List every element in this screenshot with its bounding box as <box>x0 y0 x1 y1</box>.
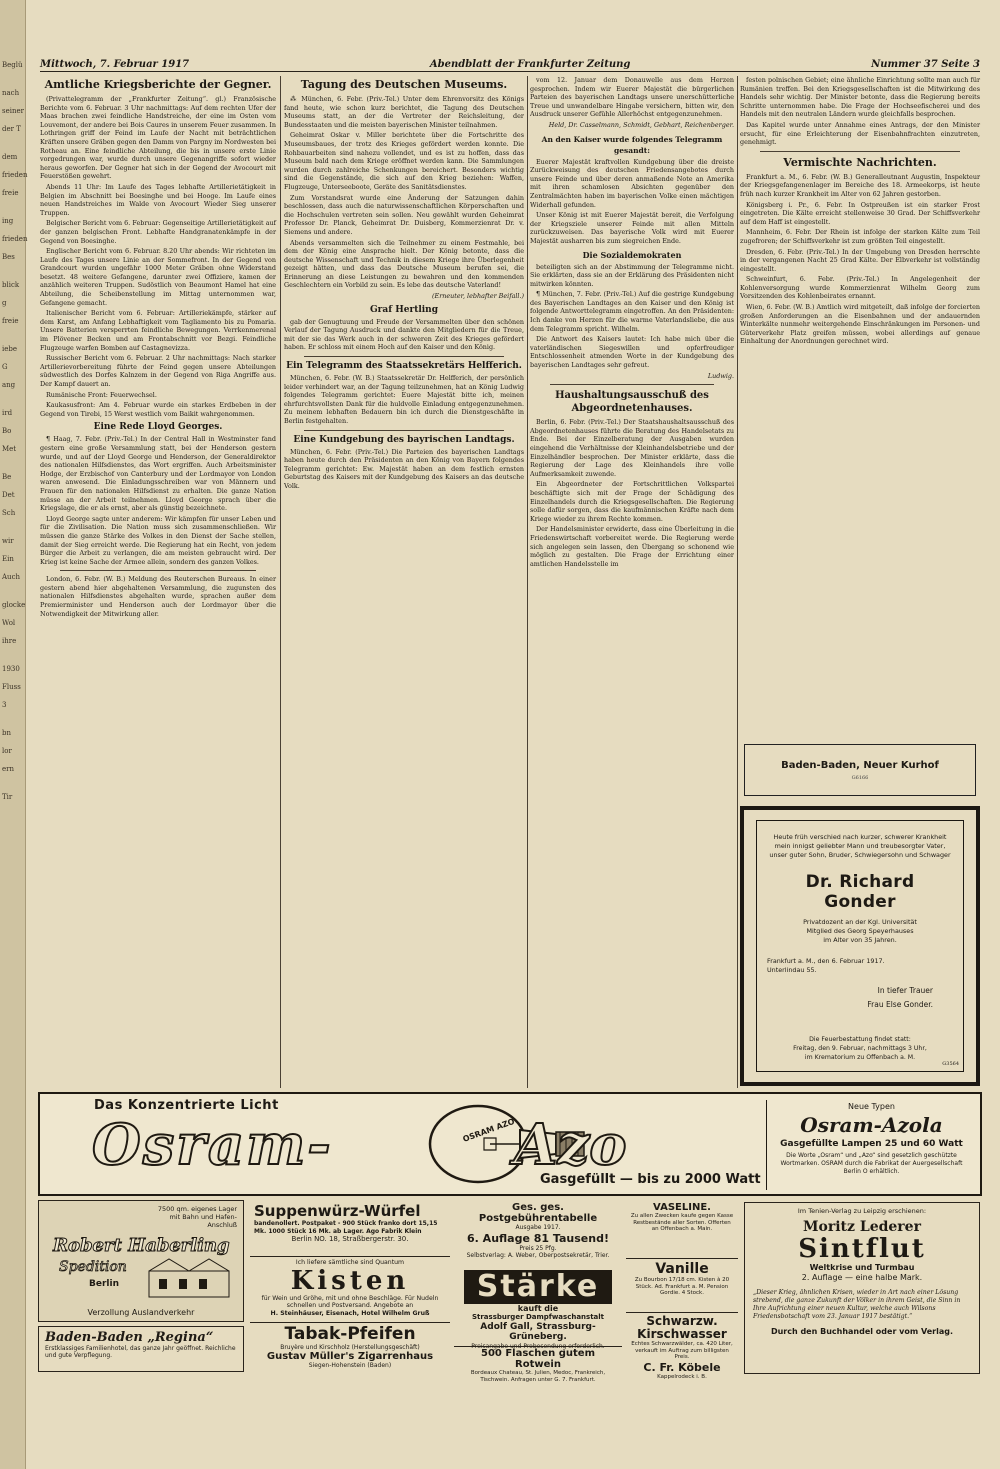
binding-fragment: ang <box>2 381 16 389</box>
article-paragraph: Lloyd George sagte unter anderem: Wir kämpfen für unser Leben und für die Zivilisation. Die Nation muss sich zusammenschließen. Wir müssen die ganze Stärke des Volkes in den Dienst der Sache stellen, damit der Sieg erreicht werde. Die Regierung hat ein Recht, von jedem Bürger die Arbeit zu verlangen, die am meisten gebraucht wird. Der Krieg ist keine Sache der Armee allein, sondern des ganzen Volkes. <box>40 514 276 566</box>
lederer-quote: „Dieser Krieg, ähnlichen Krisen, wieder in Art nach einer Lösung strebend, die ganze Zukunft der Völker in ihrem Geist, die Sinn in Ihre Aufrichtung einer neuen Kultur, welche auch Wilsons Friedensbotschaft vom 23. Januar 1917 bestätigt.“ <box>753 1289 961 1320</box>
kisten-title: Kisten <box>290 1265 410 1296</box>
article-paragraph: ¶ München, 7. Febr. (Priv.-Tel.) Auf die gestrige Kundgebung des Bayerischen Landtages an den Kaiser und den König ist folgende Antworttelegramm eingetroffen. An den Präsidenten: Ich danke von Herzen für die warme Vaterlandsliebe, die aus dem Telegramm spricht. Wilhelm. <box>530 290 734 333</box>
binding-fragment: Det <box>2 491 15 499</box>
binding-margin <box>0 0 26 1469</box>
divider <box>550 384 714 385</box>
advert-lederer-sintflut <box>744 1202 980 1374</box>
haberling-bottom: Verzollung Auslandverkehr <box>87 1308 195 1317</box>
article-paragraph: Wien, 6. Febr. (W. B.) Amtlich wird mitgeteilt, daß infolge der forcierten großen Anforderungen an die Eisenbahnen und der andauernden Winterkälte nunmehr weitergehende Einschränkungen im Personen- und Güterverkehr Platz greifen müssen, wobei allerdings auf genaue Einhaltung der Anordnungen gerechnet wird. <box>740 303 980 346</box>
article-paragraph: Berlin, 6. Febr. (Priv.-Tel.) Der Staatshaushaltsausschuß des Abgeordnetenhauses führte die Beratung des Handelsetats zu Ende. Bei der Einzelberatung der Ausgaben wurden eingehend die Verhältnisse der Kleinhandelsbetriebe und der Einzelhändler besprochen. Der Minister erklärte, dass die Regierung der Lage des Kleinhandels ihre volle Aufmerksamkeit zuwende. <box>530 418 734 478</box>
obituary-intro: Heute früh verschied nach kurzer, schwerer Krankheit mein innigst geliebter Mann und treubesorgter Vater, unser guter Sohn, Bruder, Schwiegersohn und Schwager <box>769 833 951 859</box>
kisten-pre: Ich liefere sämtliche sind Quantum <box>295 1259 405 1266</box>
article-paragraph: München, 6. Febr. (Priv.-Tel.) Die Parteien des bayerischen Landtags haben heute durch den Präsidenten an den König von Bayern folgendes Telegramm gerichtet: Ew. Majestät haben an dem festlich ernsten Geburtstag des Kaisers mit der Kundgebung des Kaisers an das deutsche Volk. <box>284 447 524 490</box>
advert-title: Baden-Baden, Neuer Kurhof <box>781 759 939 771</box>
binding-fragment: Bo <box>2 427 12 435</box>
azola-fineprint: Die Worte „Osram“ und „Azo“ sind gesetzlich geschützte Wortmarken. OSRAM durch die Fabrikat der Auergesellschaft Berlin O erhältlich. <box>780 1152 963 1175</box>
article-paragraph: Englischer Bericht vom 6. Februar. 8.20 Uhr abends: Wir richteten im Laufe des Tages unsere Linie an der Sommefront. In der Gegend von Grandcourt wurden ungefähr 1000 Meter Gräben ohne Widerstand besetzt. 48 weitere Gefangene, darunter zwei Offiziere, kamen der anzählich weiteren Truppen. Sudöstlich von Beaumont Hamel hat eine Abteilung, die Scheibenstellung im Mittag unternommen war, Gefangene gemacht. <box>40 247 276 307</box>
bulb-label: OSRAM AZO <box>461 1116 516 1144</box>
obituary-place: Frankfurt a. M., den 6. Februar 1917. <box>767 957 885 965</box>
column-rule <box>737 76 738 1088</box>
binding-fragment: g <box>2 299 7 307</box>
obituary-name: Dr. Richard Gonder <box>805 872 915 912</box>
haberling-sub: Spedition <box>59 1259 127 1275</box>
binding-fragment: Sch <box>2 509 16 517</box>
article-paragraph: Der Handelsminister erwiderte, dass eine Überleitung in die Friedenswirtschaft vorbereitet werde. Die Regierung werde sich angelegen sein lassen, den Übergang so schonend wie möglich zu gestalten. Die Frage der Errichtung einer amtlichen Handelsstelle im <box>530 525 734 568</box>
post-big: 6. Auflage 81 Tausend! <box>467 1231 609 1245</box>
binding-fragment: Auch <box>2 573 20 581</box>
article-paragraph: Rumänische Front: Feuerwechsel. <box>46 390 157 399</box>
kirsch-title: Schwarzw. Kirschwasser <box>637 1314 727 1341</box>
haberling-name: Robert Haberling <box>53 1235 230 1256</box>
column-4 <box>740 76 980 736</box>
staerke-kauft: kauft die <box>517 1304 559 1313</box>
post-title: Ges. ges. Postgebührentabelle <box>478 1202 598 1224</box>
article-paragraph: Geheimrat Oskar v. Miller berichtete über die Fortschritte des Museumsbaues, der trotz des Krieges gefördert werden konnte. Die Rohbauarbeiten sind nahezu vollendet, und es ist zu hoffen, dass das Museum bald nach dem Kriege eröffnet werden kann. Die Sammlungen wurden durch zahlreiche Schenkungen bereichert. Besonders wichtig sind die Gegenstände, die sich auf den Krieg beziehen: Waffen, Flugzeuge, Unterseeboote, Geräte des Sanitätsdienstes. <box>284 131 524 191</box>
article-paragraph: Königsberg i. Pr., 6. Febr. In Ostpreußen ist ein starker Frost eingetreten. Die Kälte erreicht stellenweise 30 Grad. Der Schiffsverkehr auf dem Haff ist eingestellt. <box>740 200 980 226</box>
binding-fragment: frieden <box>2 235 28 243</box>
lederer-sub2: 2. Auflage — eine halbe Mark. <box>801 1273 923 1282</box>
obituary-mourn-2: Frau Else Gonder. <box>867 1000 933 1009</box>
obituary-funeral-2: Freitag, den 9. Februar, nachmittags 3 Uhr, <box>793 1045 927 1052</box>
article-paragraph: vom 12. Januar dem Donauwelle aus dem Herzen gesprochen. Indem wir Euerer Majestät die bürgerlichen Parteien des bayerischen Landtags unsere unerschütterliche Treue und unwandelbare Hingabe versichern, bitten wir, den Ausdruck unserer Gefühle Allerhöchst entgegenzunehmen. <box>530 76 734 119</box>
obituary-code: G3564 <box>942 1061 959 1067</box>
binding-fragment: frieden <box>2 171 28 179</box>
lederer-sub1: Weltkrise und Turmbau <box>809 1263 915 1272</box>
osram-advert <box>38 1092 982 1196</box>
advert-postgebuehren <box>454 1200 622 1264</box>
azola-new-types: Neue Typen <box>848 1102 895 1111</box>
advert-regina <box>38 1326 244 1372</box>
vaseline-sub: Zu allen Zwecken kaufe gegen Kasse Restbestände aller Sorten. Offerten an Offenbach a. Main. <box>630 1213 734 1232</box>
advert-kirschwasser <box>626 1312 738 1380</box>
binding-fragment: Beglü <box>2 61 23 69</box>
article-paragraph: Abends 11 Uhr: Im Laufe des Tages lebhafte Artillerietätigkeit in Belgien im Abschnitt bei Boesinghe und bei Hooge. Im Laufe eines neuen Handstreiches im Walde von Avocourt Wieder Sieg unserer Truppen. <box>40 182 276 217</box>
binding-fragment: wir <box>2 537 14 545</box>
advert-kisten <box>250 1256 450 1318</box>
headline-lloyd-george: Eine Rede Lloyd Georges. <box>93 422 223 433</box>
page-header <box>40 58 980 72</box>
header-page-number: Nummer 37 Seite 3 <box>871 59 980 70</box>
lederer-title: Sintflut <box>798 1234 926 1264</box>
article-paragraph: Zum Vorstandsrat wurde eine Änderung der Satzungen dahin beschlossen, dass auch die naturwissenschaftlichen Körperschaften und die Hochschulen vertreten sein sollen. Neu gewählt wurden Geheimrat Professor Dr. Planck, Geheimrat Dr. Duisberg, Kommerzienrat Dr. v. Siemens und andere. <box>284 193 524 236</box>
header-date: Mittwoch, 7. Februar 1917 <box>40 59 190 70</box>
osram-logo-left: Osram- <box>92 1112 333 1178</box>
article-paragraph: Abends versammelten sich die Teilnehmer zu einem Festmahle, bei dem der König eine Ansprache hielt. Der König betonte, dass die deutsche Wissenschaft und Technik in diesem Kriege ihre Überlegenheit gezeigt hätten, und dass das Deutsche Museum berufen sei, die Erinnerung an diese Leistungen zu bewahren und den kommenden Geschlechtern ein Vorbild zu sein. Es lebe das deutsche Vaterland! <box>284 238 524 290</box>
suppen-addr: Berlin NO. 18, Straßbergerstr. 30. <box>291 1235 409 1243</box>
binding-fragment: Be <box>2 473 12 481</box>
obituary-age: im Alter von 35 Jahren. <box>823 936 897 944</box>
headline-kundgebung-landtag: Eine Kundgebung des bayrischen Landtags. <box>293 434 515 445</box>
article-note: (Erneuter, lebhafter Beifall.) <box>432 292 524 301</box>
obituary-title-1: Privatdozent an der Kgl. Universität <box>803 918 917 926</box>
column-3 <box>530 76 734 1086</box>
warehouse-icon <box>139 1251 239 1301</box>
article-paragraph: festen polnischen Gebiet; eine ähnliche Einrichtung sollte man auch für Rumänien treffen. Bei den Kriegsgesellschaften ist die Mitwirkung des Handels sehr wichtig. Der Minister betonte, dass die Regierung bereits Schritte unternommen habe. Die Frage der Hochseefischerei und des Handels mit den neutralen Ländern wurde gleichfalls besprochen. <box>740 76 980 119</box>
obituary-street: Unterlindau 55. <box>767 966 817 974</box>
article-paragraph: Ein Abgeordneter der Fortschrittlichen Volkspartei beschäftigte sich mit der Frage der Schädigung des Einzelhandels durch die Kriegsgesellschaften. Die Regierung solle dafür sorgen, dass die kaufmännischen Kräfte nach dem Kriege wieder zu ihrem Rechte kommen. <box>530 480 734 523</box>
staerke-sub: Preisangabe und Probesendung erforderlich. <box>471 1343 605 1350</box>
obituary-funeral-3: im Krematorium zu Offenbach a. M. <box>804 1054 916 1061</box>
staerke-firm: Strassburger Dampfwaschanstalt <box>471 1313 605 1321</box>
article-paragraph: Dresden, 6. Febr. (Priv.-Tel.) In der Umgebung von Dresden herrschte in der vergangenen Nacht 25 Grad Kälte. Der Elbverkehr ist vollständig eingestellt. <box>740 247 980 273</box>
regina-sub: Erstklassiges Familienhotel, das ganze Jahr geöffnet. Reichliche und gute Verpflegung. <box>45 1345 236 1359</box>
article-paragraph: (Privattelegramm der „Frankfurter Zeitung“. gl.) Französische Berichte vom 6. Februar. 3 Uhr nachmittags: Auf dem rechten Ufer der Maas brachen zwei feindliche Handstreiche, der eine im Osten vom Louvemont, der andere bei Bois Caures in unserem Feuer zusammen. In Lothringen griff der Feind im Laufe der Nacht mit beträchtlichen Kräften unsere Gräben gegen den Damm von Pargny im Nordwesten bei Rotheau an. Eine feindliche Abteilung, die bis in unsere erste Linie vorgedrungen war, wurde durch unsere Gegenangriffe sofort wieder heraus geworfen. Der Gegner hat sich in der Gegend der Avocourt mit Feuerstößen gewehrt. <box>40 95 276 181</box>
headline-sozialdemokraten: Die Sozialdemokraten <box>582 249 682 260</box>
column-rule <box>527 76 528 1088</box>
article-paragraph: gab der Genugtuung und Freude der Versammelten über den schönen Verlauf der Tagung Ausdruck und dankte den Mitgliedern für die Treue, mit der sie das Werk auch in der schweren Zeit des Krieges gefördert haben. Er schloss mit einem Hoch auf den Kaiser und den König. <box>284 317 524 352</box>
binding-fragment: ing <box>2 217 14 225</box>
divider <box>760 151 960 152</box>
article-paragraph: Kaukasusfront: Am 4. Februar wurde ein starkes Erdbeben in der Gegend von Tirebi, 15 Werst westlich vom Baikit wahrgenommen. <box>40 401 276 418</box>
article-paragraph: Unser König ist mit Euerer Majestät bereit, die Verfolgung der Kriegsziele unserer Feinde mit allen Mitteln zurückzuweisen. Das bayerische Volk wird mit Euerer Majestät ausharren bis zum siegreichen Ende. <box>530 211 734 245</box>
headline-graf-hertling: Graf Hertling <box>369 304 439 315</box>
obituary-mourn-1: In tiefer Trauer <box>877 986 933 995</box>
osram-azola-box <box>766 1100 976 1190</box>
binding-fragment: 1930 <box>2 665 20 673</box>
divider <box>304 430 504 431</box>
haberling-contact: 7500 qm. eigenes Lager mit Bahn und Hafen-Anschluß <box>157 1205 237 1229</box>
rotwein-title: 500 Flaschen gutem Rotwein <box>480 1348 595 1370</box>
binding-fragment: G <box>2 363 8 371</box>
headline-kriegsberichte: Amtliche Kriegsberichte der Gegner. <box>44 78 272 91</box>
kirsch-sub: Echtes Schwarzwälder, ca. 420 Liter, verkauft im Auftrag zum billigsten Preis. <box>631 1341 733 1360</box>
vanille-title: Vanille <box>655 1261 709 1277</box>
tabak-title: Tabak-Pfeifen <box>284 1324 416 1344</box>
article-paragraph: ¶ Haag, 7. Febr. (Priv.-Tel.) In der Central Hall in Westminster fand gestern eine große Versammlung statt, bei der Henderson gestern wurde, und auf der Lloyd George und Henderson, der Generaldirektor des nationalen Hilfsdienstes, das Wort ergriffen. Auch Arbeitsminister Hodge, der Erzbischof von Canterbury und der Lordmayor von London waren anwesend. Die Einladungsschreiben war von Männern und Frauen für den nationalen Hilfsdienst zu erhalten. Die ganze Nation müsse an der Arbeit teilnehmen. Lloyd George sprach über die Kriegslage, die er als ernst, aber als günstig bezeichnete. <box>40 435 276 513</box>
lederer-order: Durch den Buchhandel oder vom Verlag. <box>770 1327 954 1336</box>
binding-fragment: dem <box>2 153 18 161</box>
binding-fragment: Tir <box>2 793 13 801</box>
vaseline-title: VASELINE. <box>653 1202 711 1213</box>
obituary-title-2: Mitglied des Georg Speyerhauses <box>806 927 914 935</box>
lederer-pre: Im Tenien-Verlag zu Leipzig erschienen: <box>797 1207 927 1215</box>
suppen-title: Suppenwürz-Würfel <box>254 1202 421 1220</box>
column-1 <box>40 76 276 1086</box>
divider <box>60 570 256 571</box>
article-paragraph: München, 6. Febr. (W. B.) Staatssekretär Dr. Helfferich, der persönlich leider verhindert war, an der Tagung teilzunehmen, hat an König Ludwig folgendes Telegramm gerichtet: Euere Majestät bitte ich, meinen ehrfurchtsvollsten Dank für die huldvolle Einladung entgegenzunehmen. Zu meinem lebhaften Bedauern bin ich durch die Dienstgeschäfte in Berlin festgehalten. <box>284 374 524 425</box>
osram-logo-right: Azo <box>514 1112 627 1178</box>
article-paragraph: beteiligten sich an der Abstimmung der Telegramme nicht. Sie erklärten, dass sie an der Erklärung des Präsidenten nicht mitwirken könnten. <box>530 262 734 288</box>
binding-fragment: nach <box>2 89 20 97</box>
column-rule <box>280 76 281 1088</box>
binding-fragment: ihre <box>2 637 17 645</box>
rotwein-sub: Bordeaux Chateau, St. Julien, Medoc, Frankreich, Tischwein. Anfragen unter G. 7. Frankfurt. <box>470 1370 606 1383</box>
staerke-name: Adolf Gall, Strassburg-Grüneberg. <box>480 1322 596 1342</box>
lederer-author: Moritz Lederer <box>803 1219 921 1235</box>
article-paragraph: Russischer Bericht vom 6. Februar. 2 Uhr nachmittags: Nach starker Artillerievorbereitung führte der Feind gegen unsere Abteilungen südwestlich des Dorfes Kalnzem in der Gegend von Riga Angriffe aus. Der Kampf dauert an. <box>40 354 276 388</box>
advert-vaseline <box>626 1200 738 1254</box>
binding-fragment: Wol <box>2 619 16 627</box>
headline-telegramm-helfferich: Ein Telegramm des Staatssekretärs Helfferich. <box>286 361 522 372</box>
binding-fragment: ird <box>2 409 13 417</box>
article-paragraph: Belgischer Bericht vom 6. Februar: Gegenseitige Artillerietätigkeit auf der ganzen belgischen Front. Lebhafte Handgranatenkämpfe in der Gegend von Boesinghe. <box>40 219 276 245</box>
post-addr: Selbstverlag: A. Weber, Oberpostsekretär, Trier. <box>466 1252 610 1259</box>
binding-fragment: glocke <box>2 601 26 609</box>
headline-vermischte-nachrichten: Vermischte Nachrichten. <box>783 155 937 169</box>
obituary-notice <box>740 806 980 1086</box>
article-paragraph: Die Antwort des Kaisers lautet: Ich habe mich über die vaterländischen Siegeswillen und opferfreudiger Entschlossenheit atmenden Worte in der Kundgebung des bayerischen Landtages sehr gefreut. <box>530 335 734 370</box>
osram-slogan: Das Konzentrierte Licht <box>94 1098 279 1113</box>
binding-fragment: Ein <box>2 555 14 563</box>
binding-fragment: iebe <box>2 345 18 353</box>
headline-telegramm-kaiser: An den Kaiser wurde folgendes Telegramm gesandt: <box>541 134 723 155</box>
staerke-title: Stärke <box>464 1270 612 1304</box>
binding-fragment: der T <box>2 125 21 133</box>
article-paragraph: Schweinfurt, 6. Febr. (Priv.-Tel.) In Angelegenheit der Kohlenversorgung wurde Kommerzienrat Wilhelm Georg zum Vorsitzenden des Kohlenbeirates ernannt. <box>740 275 980 301</box>
article-paragraph: Italienischer Bericht vom 6. Februar: Artilleriekämpfe, stärker auf dem Karst, am Anfang Lebhaftigkeit vom Tagliamento bis zu Pomaria. Unsere Batterien versperrten feindliche Bewegungen. Verrkenmerenal im Plövener Becken und am Frontabschnitt vor Bezgi. Feindliche Flugzeuge warfen Bomben auf Castagnevizza. <box>40 309 276 352</box>
suppen-sub: bandenollert. Postpaket - 900 Stück franko dort 15,15 Mk. 1000 Stück 16 Mk. ab Lager. Ago Fabrik Klein <box>254 1220 438 1235</box>
tabak-addr: Siegen-Hohenstein (Baden) <box>308 1362 392 1369</box>
haberling-city: Berlin <box>89 1279 119 1289</box>
divider <box>304 356 504 357</box>
obituary-funeral-1: Die Feuerbestattung findet statt: <box>809 1036 911 1043</box>
article-paragraph: Frankfurt a. M., 6. Febr. (W. B.) Generalleutnant Augustin, Inspekteur der Kriegsgefangenenlager im Bereiche des 18. Armeekorps, ist heute früh nach kurzer Krankheit im Alter von 62 Jahren gestorben. <box>740 172 980 198</box>
kisten-addr: H. Steinhäuser, Eisenach, Hotel Wilhelm Gruß <box>270 1309 430 1317</box>
azola-subtitle: Gasgefüllte Lampen 25 und 60 Watt <box>780 1139 963 1149</box>
binding-fragment: Fluss <box>2 683 21 691</box>
binding-fragment: blick <box>2 281 20 289</box>
binding-fragment: seiner <box>2 107 24 115</box>
article-signature: Ludwig. <box>707 371 734 380</box>
article-paragraph: ⁂ München, 6. Febr. (Priv.-Tel.) Unter dem Ehrenvorsitz des Königs fand heute, wie schon kurz berichtet, die Tagung des Deutschen Museums statt, an der die Vertreter der Reichsleitung, der Bundesstaaten und die meisten bayerischen Minister teilnahmen. <box>284 95 524 129</box>
advert-haberling <box>38 1200 244 1322</box>
obituary-frame <box>756 820 964 1072</box>
binding-fragment: ern <box>2 765 14 773</box>
kirsch-addr: Kappelrodeck i. B. <box>657 1373 707 1380</box>
advert-tabak <box>250 1322 450 1374</box>
post-price: Preis 25 Pfg. <box>519 1244 557 1252</box>
column-2 <box>284 76 524 1086</box>
header-title: Abendblatt der Frankfurter Zeitung <box>429 59 631 70</box>
regina-title: Baden-Baden „Regina“ <box>45 1330 214 1345</box>
advert-staerke <box>454 1268 622 1350</box>
advert-code: G6166 <box>851 774 869 781</box>
article-paragraph: London, 6. Febr. (W. B.) Meldung des Reuterschen Bureaus. In einer gestern abend hier abgehaltenen Versammlung, die zugunsten des nationalen Hilfsdienstes abgehalten wurde, sprachen außer dem Premierminister und Henderson auch der Lordmayor über die Notwendigkeit der Mitwirkung aller. <box>40 575 276 618</box>
post-sub: Ausgabe 1917. <box>515 1224 561 1231</box>
kisten-post: für Wein und Gröhe, mit und ohne Beschläge. Für Nudeln schnellen und Postversand. Angebote an <box>261 1294 439 1309</box>
binding-fragment: bn <box>2 729 11 737</box>
binding-fragment: Bes <box>2 253 15 261</box>
headline-haushaltungsausschuss: Haushaltungsausschuß des Abgeordnetenhauses. <box>555 390 709 415</box>
tabak-sub: Bruyère und Kirschholz (Herstellungsgeschäft) <box>280 1344 420 1351</box>
advert-suppenwuerfel <box>250 1200 450 1252</box>
binding-fragment: freie <box>2 189 19 197</box>
headline-deutsches-museum: Tagung des Deutschen Museums. <box>300 78 508 91</box>
binding-fragment: freie <box>2 317 19 325</box>
binding-fragment: lor <box>2 747 12 755</box>
tabak-name: Gustav Müller's Zigarrenhaus <box>266 1351 434 1362</box>
advert-kurhof <box>744 744 976 796</box>
article-paragraph: Mannheim, 6. Febr. Der Rhein ist infolge der starken Kälte zum Teil zugefroren; der Schiffsverkehr ist zum größten Teil eingestellt. <box>740 228 980 245</box>
azola-title: Osram-Azola <box>800 1113 943 1137</box>
osram-tagline: Gasgefüllt — bis zu 2000 Watt <box>540 1172 761 1187</box>
article-paragraph: Euerer Majestät kraftvollen Kundgebung über die dreiste Zurückweisung des deutschen Friedensangebotes durch unsere Feinde und über deren anmaßende Note an Amerika mit ihren schamlosen Absichten gegenüber den Zentralmächten haben im bayerischen Volke einen mächtigen Widerhall gefunden. <box>530 157 734 209</box>
advert-vanille <box>626 1258 738 1310</box>
article-paragraph: Das Kapitel wurde unter Annahme eines Antrags, der den Minister ersucht, für eine Erleichterung der Eisenbahnfrachten einzutreten, genehmigt. <box>740 120 980 147</box>
binding-fragment: Met <box>2 445 17 453</box>
kirsch-name: C. Fr. Köbele <box>643 1360 721 1374</box>
vanille-sub: Zu Bourbon 17/18 cm. Kisten à 20 Stück. Ad. Frankfurt a. M. Pension Gordie. 4 Stock. <box>634 1277 730 1296</box>
advert-rotwein <box>454 1346 622 1383</box>
binding-fragment: 3 <box>2 701 7 709</box>
article-signature: Held, Dr. Casselmann, Schmidt, Gebhart, Reichenberger. <box>548 120 734 129</box>
